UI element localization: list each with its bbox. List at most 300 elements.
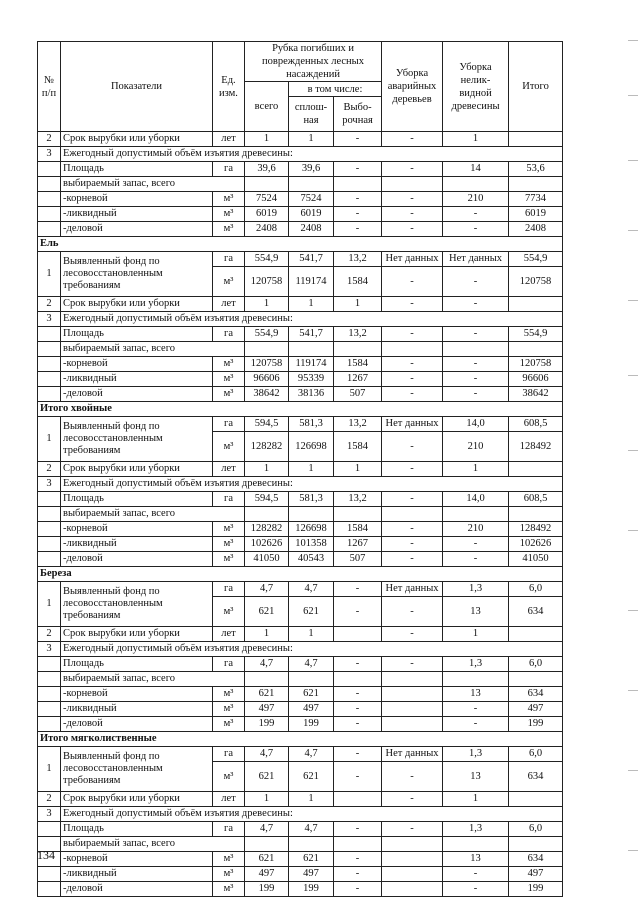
cell-selective: 1267 [334,537,382,552]
empty-cell [334,342,382,357]
cell-clear: 101358 [289,537,334,552]
row-num [38,867,61,882]
table-row [38,147,563,162]
cell-selective: - [334,222,382,237]
row-unit: га [213,822,245,837]
row-label: Срок вырубки или уборки [61,792,213,807]
cell-total-all: 554,9 [245,252,289,267]
cell-total-all: 6019 [245,207,289,222]
cell-emergency: - [382,162,443,177]
row-unit: м³ [213,702,245,717]
cell-total: 128492 [509,432,563,462]
table-row [38,462,563,477]
cell-total [509,297,563,312]
cell-total-all: 7524 [245,192,289,207]
empty-cell [509,342,563,357]
cell-total-all: 199 [245,717,289,732]
row-unit: м³ [213,687,245,702]
cell-selective: - [334,882,382,897]
table-row [38,822,563,837]
empty-cell [289,507,334,522]
row-num [38,492,61,507]
row-num [38,702,61,717]
cell-total-all: 4,7 [245,747,289,762]
row-label: Срок вырубки или уборки [61,462,213,477]
row-num [38,882,61,897]
cell-selective [334,627,382,642]
cell-illiquid: - [443,372,509,387]
row-label: Площадь [61,492,213,507]
cell-emergency [382,717,443,732]
cell-emergency: - [382,792,443,807]
row-unit: га [213,492,245,507]
empty-cell [289,672,334,687]
empty-cell [443,507,509,522]
cell-selective: - [334,747,382,762]
cell-total: 6,0 [509,582,563,597]
empty-cell [382,837,443,852]
table-row [38,747,563,762]
row-label: -ликвидный [61,207,213,222]
cell-total: 2408 [509,222,563,237]
cell-selective [334,792,382,807]
cell-total [509,132,563,147]
cell-emergency: - [382,552,443,567]
cell-total-all: 120758 [245,267,289,297]
row-unit: м³ [213,207,245,222]
cell-total: 102626 [509,537,563,552]
cell-emergency: - [382,327,443,342]
row-num [38,357,61,372]
empty-cell [509,672,563,687]
table-row [38,132,563,147]
cell-illiquid: 1,3 [443,582,509,597]
cell-emergency: - [382,222,443,237]
row-unit: м³ [213,552,245,567]
cell-illiquid: - [443,537,509,552]
cell-selective: - [334,687,382,702]
row-unit: м³ [213,762,245,792]
table-row [38,867,563,882]
row-num: 2 [38,627,61,642]
row-unit: га [213,327,245,342]
cell-selective: 1 [334,297,382,312]
header-felling-group: Рубка погибших и поврежденных лесных насаждений [245,42,382,82]
cell-total: 6,0 [509,822,563,837]
row-label: выбираемый запас, всего [61,177,245,192]
row-label: Срок вырубки или уборки [61,627,213,642]
row-label: -деловой [61,882,213,897]
cell-total [509,627,563,642]
table-row [38,387,563,402]
section-title: Береза [38,567,563,582]
cell-illiquid: 1 [443,792,509,807]
section-title: Итого мягколиственные [38,732,563,747]
cell-clear: 7524 [289,192,334,207]
section-row [38,402,563,417]
cell-illiquid: 14,0 [443,492,509,507]
cell-emergency [382,852,443,867]
cell-total-all: 621 [245,597,289,627]
table-row [38,582,563,597]
row-label: -деловой [61,717,213,732]
cell-selective: - [334,717,382,732]
cell-total-all: 2408 [245,222,289,237]
table-row [38,792,563,807]
cell-selective: 13,2 [334,492,382,507]
cell-selective: 507 [334,552,382,567]
table-row [38,177,563,192]
cell-illiquid: - [443,207,509,222]
cell-illiquid: 1,3 [443,657,509,672]
cell-illiquid: - [443,222,509,237]
row-label: -корневой [61,192,213,207]
row-label: Выявленный фонд по лесовосстановленным требованиям [61,417,213,462]
cell-selective: - [334,132,382,147]
row-label: выбираемый запас, всего [61,342,245,357]
cell-total-all: 594,5 [245,492,289,507]
row-label: Ежегодный допустимый объём изъятия древесины: [61,477,563,492]
table-row [38,297,563,312]
cell-clear: 95339 [289,372,334,387]
cell-total: 634 [509,597,563,627]
cell-selective: 1267 [334,372,382,387]
cell-clear: 1 [289,792,334,807]
row-num [38,552,61,567]
empty-cell [443,837,509,852]
row-num: 3 [38,642,61,657]
cell-clear: 1 [289,627,334,642]
cell-total-all: 497 [245,702,289,717]
cell-total-all: 497 [245,867,289,882]
section-title: Итого хвойные [38,402,563,417]
cell-selective: - [334,597,382,627]
cell-illiquid: 13 [443,852,509,867]
table-row [38,552,563,567]
row-unit: лет [213,462,245,477]
empty-cell [382,672,443,687]
table-row [38,207,563,222]
cell-emergency: - [382,357,443,372]
empty-cell [245,507,289,522]
row-label: -деловой [61,552,213,567]
cell-selective: - [334,852,382,867]
row-label: выбираемый запас, всего [61,837,245,852]
cell-clear: 199 [289,717,334,732]
row-num [38,222,61,237]
cell-total: 634 [509,762,563,792]
cell-illiquid: - [443,702,509,717]
cell-total-all: 41050 [245,552,289,567]
row-num: 1 [38,252,61,297]
row-label: Выявленный фонд по лесовосстановленным требованиям [61,252,213,297]
table-row [38,162,563,177]
table-row [38,702,563,717]
row-label: Площадь [61,162,213,177]
cell-illiquid: - [443,717,509,732]
header-indicators: Показатели [61,42,213,132]
row-num: 2 [38,297,61,312]
cell-clear: 199 [289,882,334,897]
cell-selective: - [334,192,382,207]
cell-total-all: 621 [245,687,289,702]
cell-illiquid: 1 [443,462,509,477]
cell-illiquid: - [443,357,509,372]
cell-total: 7734 [509,192,563,207]
section-title: Ель [38,237,563,252]
scan-edge-marks [618,0,640,905]
cell-illiquid: - [443,867,509,882]
row-num [38,687,61,702]
empty-cell [382,177,443,192]
cell-illiquid: - [443,327,509,342]
table-row [38,327,563,342]
cell-selective: 13,2 [334,417,382,432]
row-label: -корневой [61,357,213,372]
row-label: Срок вырубки или уборки [61,297,213,312]
cell-total-all: 128282 [245,522,289,537]
cell-clear: 497 [289,867,334,882]
cell-total: 6019 [509,207,563,222]
row-num [38,192,61,207]
cell-emergency: Нет данных [382,417,443,432]
cell-emergency [382,702,443,717]
table-row [38,252,563,267]
cell-total-all: 1 [245,462,289,477]
row-unit: га [213,162,245,177]
row-num [38,342,61,357]
cell-clear: 1 [289,132,334,147]
table-row [38,642,563,657]
cell-selective: 1584 [334,267,382,297]
cell-total-all: 621 [245,762,289,792]
row-unit: лет [213,297,245,312]
table-row [38,372,563,387]
table-row [38,687,563,702]
row-label: Ежегодный допустимый объём изъятия древесины: [61,642,563,657]
cell-illiquid: 210 [443,522,509,537]
row-unit: га [213,747,245,762]
cell-total [509,792,563,807]
row-unit: м³ [213,267,245,297]
cell-total: 634 [509,687,563,702]
table-row [38,627,563,642]
row-num [38,537,61,552]
row-num [38,372,61,387]
row-label: выбираемый запас, всего [61,672,245,687]
cell-emergency: - [382,192,443,207]
cell-illiquid: - [443,882,509,897]
table-row [38,717,563,732]
cell-clear: 621 [289,687,334,702]
table-row [38,672,563,687]
cell-emergency: - [382,492,443,507]
cell-selective: 13,2 [334,252,382,267]
cell-emergency: - [382,762,443,792]
cell-illiquid: 1 [443,132,509,147]
cell-total: 608,5 [509,492,563,507]
cell-selective: 507 [334,387,382,402]
row-num: 3 [38,477,61,492]
row-num [38,177,61,192]
cell-total-all: 621 [245,852,289,867]
row-label: -ликвидный [61,372,213,387]
row-label: -корневой [61,522,213,537]
row-label: Площадь [61,657,213,672]
cell-emergency: - [382,372,443,387]
table-row [38,507,563,522]
cell-illiquid: 210 [443,192,509,207]
cell-clear: 4,7 [289,657,334,672]
row-unit: га [213,417,245,432]
table-row [38,477,563,492]
cell-total: 497 [509,702,563,717]
cell-clear: 119174 [289,357,334,372]
row-label: Ежегодный допустимый объём изъятия древесины: [61,312,563,327]
cell-total: 41050 [509,552,563,567]
cell-clear: 1 [289,297,334,312]
cell-total-all: 1 [245,297,289,312]
cell-clear: 541,7 [289,327,334,342]
cell-illiquid: Нет данных [443,252,509,267]
cell-emergency: - [382,297,443,312]
cell-total: 6,0 [509,657,563,672]
cell-selective: - [334,822,382,837]
table-row [38,522,563,537]
table-row [38,312,563,327]
row-label: Ежегодный допустимый объём изъятия древесины: [61,147,563,162]
empty-cell [443,177,509,192]
cell-emergency: Нет данных [382,252,443,267]
table-row [38,882,563,897]
row-label: выбираемый запас, всего [61,507,245,522]
row-num: 2 [38,462,61,477]
cell-total-all: 96606 [245,372,289,387]
header-incl: в том числе: [289,82,382,97]
cell-selective: - [334,702,382,717]
cell-illiquid: 13 [443,597,509,627]
table-row [38,417,563,432]
header-unit: Ед. изм. [213,42,245,132]
row-unit: м³ [213,387,245,402]
row-label: Выявленный фонд по лесовосстановленным требованиям [61,747,213,792]
cell-emergency: - [382,597,443,627]
row-unit: лет [213,792,245,807]
cell-illiquid: 1,3 [443,822,509,837]
cell-selective: 13,2 [334,327,382,342]
row-unit: га [213,252,245,267]
row-num: 1 [38,747,61,792]
cell-clear: 4,7 [289,822,334,837]
row-num [38,522,61,537]
row-unit: м³ [213,717,245,732]
table-row [38,807,563,822]
cell-clear: 621 [289,597,334,627]
cell-selective: 1584 [334,522,382,537]
table-row [38,852,563,867]
cell-clear: 581,3 [289,417,334,432]
row-label: -ликвидный [61,867,213,882]
row-num [38,327,61,342]
table-row [38,342,563,357]
row-label: -деловой [61,387,213,402]
cell-clear: 541,7 [289,252,334,267]
table-body [38,132,563,897]
table-row [38,537,563,552]
cell-emergency: - [382,207,443,222]
cell-illiquid: 1 [443,627,509,642]
cell-total: 199 [509,717,563,732]
empty-cell [509,177,563,192]
row-num [38,387,61,402]
cell-total: 96606 [509,372,563,387]
row-label: -ликвидный [61,537,213,552]
row-unit: м³ [213,357,245,372]
cell-emergency: - [382,627,443,642]
row-unit: м³ [213,867,245,882]
cell-total: 608,5 [509,417,563,432]
cell-emergency: - [382,522,443,537]
row-num: 1 [38,582,61,627]
cell-clear: 38136 [289,387,334,402]
cell-total: 6,0 [509,747,563,762]
cell-total: 199 [509,882,563,897]
cell-total: 554,9 [509,327,563,342]
cell-clear: 6019 [289,207,334,222]
cell-total-all: 4,7 [245,582,289,597]
cell-emergency: - [382,432,443,462]
cell-total-all: 199 [245,882,289,897]
page-number: 134 [37,848,55,862]
cell-total-all: 4,7 [245,822,289,837]
cell-total: 120758 [509,357,563,372]
empty-cell [334,837,382,852]
cell-emergency: - [382,657,443,672]
row-num: 2 [38,792,61,807]
cell-clear: 4,7 [289,582,334,597]
cell-illiquid: - [443,387,509,402]
cell-clear: 497 [289,702,334,717]
cell-total: 128492 [509,522,563,537]
row-unit: м³ [213,882,245,897]
cell-total-all: 102626 [245,537,289,552]
cell-total-all: 120758 [245,357,289,372]
cell-selective: - [334,762,382,792]
cell-clear: 39,6 [289,162,334,177]
cell-emergency: - [382,537,443,552]
table-row [38,222,563,237]
cell-total-all: 128282 [245,432,289,462]
empty-cell [334,672,382,687]
row-unit: м³ [213,432,245,462]
row-num [38,207,61,222]
cell-total: 53,6 [509,162,563,177]
table-row [38,657,563,672]
row-num [38,162,61,177]
cell-total: 38642 [509,387,563,402]
cell-clear: 1 [289,462,334,477]
row-label: Площадь [61,822,213,837]
cell-clear: 119174 [289,267,334,297]
empty-cell [289,177,334,192]
empty-cell [289,342,334,357]
cell-illiquid: 13 [443,762,509,792]
cell-total-all: 1 [245,792,289,807]
cell-total-all: 554,9 [245,327,289,342]
row-num [38,672,61,687]
row-unit: га [213,582,245,597]
section-row [38,732,563,747]
